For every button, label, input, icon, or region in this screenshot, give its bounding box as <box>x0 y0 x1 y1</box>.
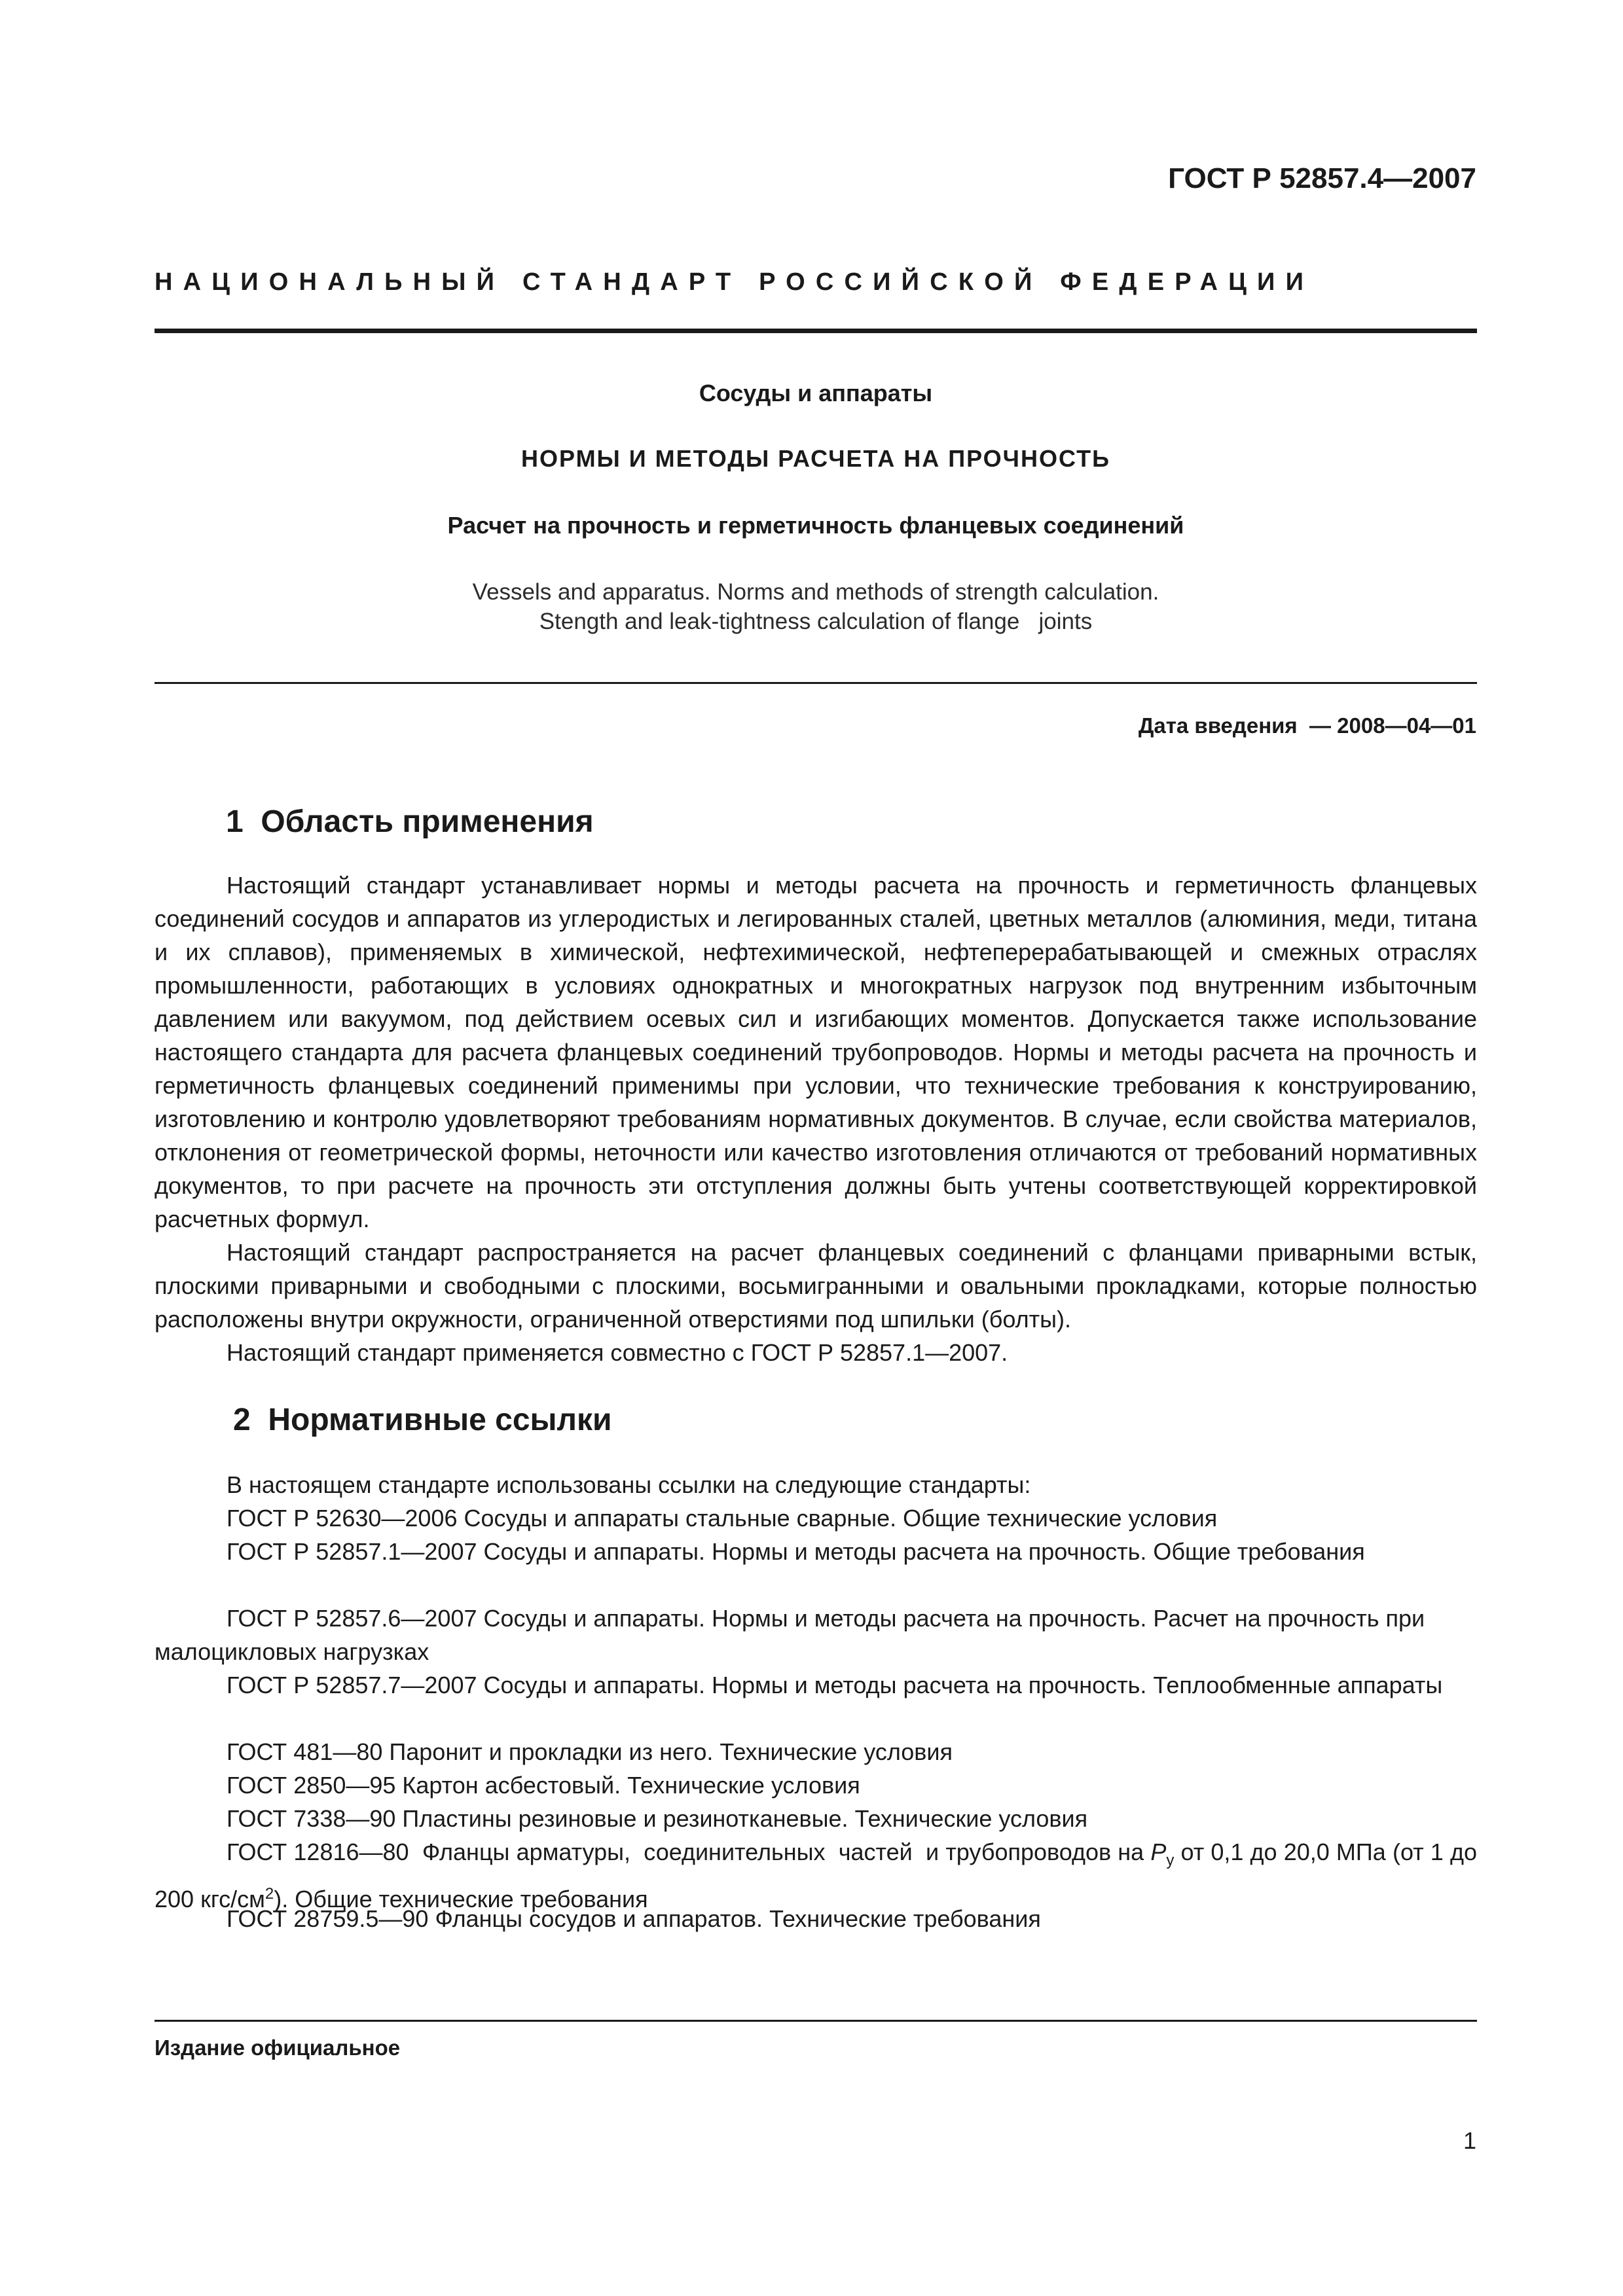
references-intro: В настоящем стандарте использованы ссылки на следующие стандарты: <box>227 1471 1031 1498</box>
title-norms: НОРМЫ И МЕТОДЫ РАСЧЕТА НА ПРОЧНОСТЬ <box>521 445 1110 472</box>
document-code: ГОСТ Р 52857.4—2007 <box>1168 162 1476 194</box>
official-edition-label: Издание официальное <box>155 2036 401 2060</box>
header-divider <box>155 329 1477 333</box>
reference-text: ГОСТ 12816—80 Фланцы арматуры, соединительных частей и трубопроводов на <box>227 1839 1151 1865</box>
title-calculation: Расчет на прочность и герметичность фланцевых соединений <box>447 512 1184 539</box>
page-number: 1 <box>1463 2127 1476 2154</box>
reference-item: ГОСТ 28759.5—90 Фланцы сосудов и аппаратов. Технические требования <box>227 1905 1041 1932</box>
reference-text: ). Общие технические требования <box>274 1886 648 1913</box>
section-1-paragraph-2: Настоящий стандарт распространяется на расчет фланцевых соединений с фланцами приварными встык, плоскими приварными и свободными с плоскими, восьмигранными и овальными прокладками, которые полностью расположены внутри окружности, ограниченной отверстиями под шпильки (болты). <box>155 1239 1477 1333</box>
pressure-subscript: у <box>1166 1852 1175 1870</box>
reference-item: ГОСТ 481—80 Паронит и прокладки из него. Технические условия <box>227 1738 953 1765</box>
section-1-heading: 1 Область применения <box>226 804 594 839</box>
title-divider <box>155 682 1477 684</box>
reference-item: ГОСТ Р 52630—2006 Сосуды и аппараты стальные сварные. Общие технические условия <box>227 1505 1218 1532</box>
english-title-line1: Vessels and apparatus. Norms and methods of strength calculation. <box>472 579 1159 605</box>
national-standard-banner: НАЦИОНАЛЬНЫЙ СТАНДАРТ РОССИЙСКОЙ ФЕДЕРАЦИИ <box>155 268 1315 296</box>
reference-item: ГОСТ Р 52857.6—2007 Сосуды и аппараты. Нормы и методы расчета на прочность. Расчет на прочность при малоцикловых нагрузках <box>155 1605 1425 1665</box>
section-2-heading: 2 Нормативные ссылки <box>233 1403 612 1437</box>
section-1-paragraph-1: Настоящий стандарт устанавливает нормы и методы расчета на прочность и герметичность фланцевых соединений сосудов и аппаратов из углеродистых и легированных сталей, цветных металлов (алюминия, меди, титана и их сплавов), применяемых в химической, нефтехимической, нефтеперерабатывающей и смежных отраслях промышленности, работающих в условиях однократных и многократных нагрузок под внутренним избыточным давлением или вакуумом, под действием осевых сил и изгибающих моментов. Допускается также использование настоящего стандарта для расчета фланцевых соединений трубопроводов. Нормы и методы расчета на прочность и герметичность фланцевых соединений применимы при условии, что технические требования к конструированию, изготовлению и контролю удовлетворяют требованиям нормативных документов. В случае, если свойства материалов, отклонения от геометрической формы, неточности или качество изготовления отличаются от требований нормативных документов, то при расчете на прочность эти отступления должны быть учтены соответствующей корректировкой расчетных формул. <box>155 872 1477 1232</box>
reference-item: ГОСТ Р 52857.7—2007 Сосуды и аппараты. Нормы и методы расчета на прочность. Теплообменные аппараты <box>227 1672 1443 1698</box>
english-title-line2: Stength and leak-tightness calculation of flange joints <box>539 609 1093 634</box>
footer-divider <box>155 2020 1477 2022</box>
introduction-date: Дата введения — 2008—04—01 <box>1138 713 1476 738</box>
reference-item: ГОСТ 2850—95 Картон асбестовый. Технические условия <box>227 1772 860 1799</box>
reference-item: ГОСТ Р 52857.1—2007 Сосуды и аппараты. Нормы и методы расчета на прочность. Общие требования <box>227 1538 1365 1565</box>
pressure-symbol: P <box>1150 1839 1167 1865</box>
reference-text: от 0,1 до 20,0 МПа (от 1 до 200 кгс/см <box>155 1839 1478 1913</box>
section-1-paragraph-3: Настоящий стандарт применяется совместно с ГОСТ Р 52857.1—2007. <box>227 1339 1008 1366</box>
unit-superscript: 2 <box>264 1885 274 1903</box>
title-vessels: Сосуды и аппараты <box>699 380 933 406</box>
reference-item: ГОСТ 7338—90 Пластины резиновые и резинотканевые. Технические условия <box>227 1805 1088 1832</box>
